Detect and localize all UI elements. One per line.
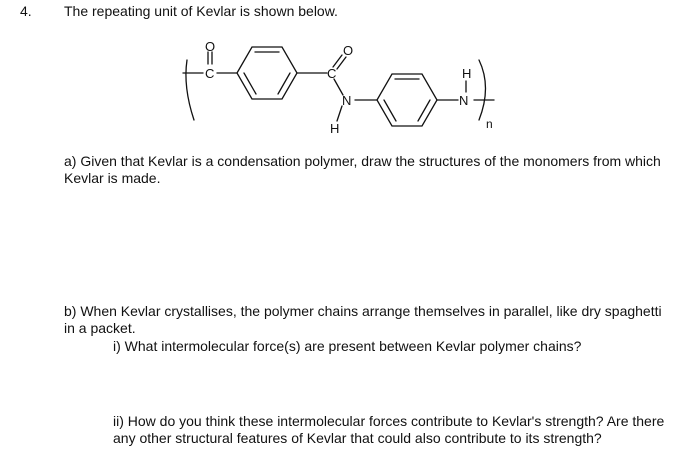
ring1-inner-bond-3 xyxy=(244,73,256,94)
subscript-n: n xyxy=(486,117,493,131)
atom-h2: H xyxy=(462,66,472,81)
kevlar-structure-diagram xyxy=(0,0,700,150)
part-b-sub-i: i) What intermolecular force(s) are present between Kevlar polymer chains? xyxy=(113,338,582,354)
left-bracket xyxy=(186,60,194,120)
part-b-text: b) When Kevlar crystallises, the polymer chains arrange themselves in parallel, like dry spaghetti in a packet. xyxy=(64,303,662,336)
bond-n1-h1 xyxy=(337,106,342,121)
ring2-inner-bond-2 xyxy=(418,100,430,121)
part-a-text: a) Given that Kevlar is a condensation polymer, draw the structures of the monomers from which Kevlar is made. xyxy=(64,153,661,186)
ring1-inner-bond-2 xyxy=(278,73,290,94)
right-bracket xyxy=(479,60,486,120)
atom-o1: O xyxy=(205,39,216,54)
atom-h1: H xyxy=(330,121,340,136)
part-b-sub-ii: ii) How do you think these intermolecular forces contribute to Kevlar's strength? Are there any other structural features of Kevlar that could also contribute to its strength? xyxy=(113,413,665,446)
atom-c1: C xyxy=(205,66,215,81)
question-number: 4. xyxy=(20,3,32,19)
benzene-ring-2 xyxy=(377,74,437,126)
atom-n2: N xyxy=(459,93,469,108)
atom-o2: O xyxy=(343,43,354,58)
atom-n1: N xyxy=(342,93,352,108)
question-intro: The repeating unit of Kevlar is shown below. xyxy=(64,3,338,19)
atom-c2: C xyxy=(327,66,337,81)
ring2-inner-bond-3 xyxy=(384,100,396,121)
benzene-ring-1 xyxy=(237,47,297,99)
